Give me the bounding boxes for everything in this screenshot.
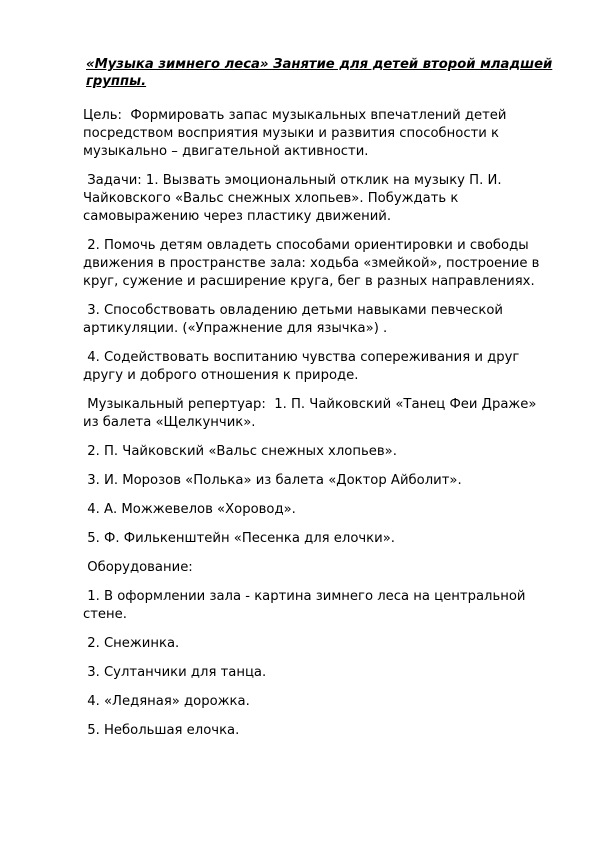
tasks-paragraph-4: 4. Содействовать воспитанию чувства сопереживания и друг другу и доброго отношения к природе. bbox=[83, 350, 524, 383]
repertoire-paragraph-2: 2. П. Чайковский «Вальс снежных хлопьев». bbox=[83, 444, 397, 459]
repertoire-paragraph-1: Музыкальный репертуар: 1. П. Чайковский «Танец Феи Драже» из балета «Щелкунчик». bbox=[83, 397, 541, 430]
equipment-heading: Оборудование: bbox=[83, 560, 193, 575]
equipment-item-4: 4. «Ледяная» дорожка. bbox=[83, 694, 250, 709]
equipment-item-5: 5. Небольшая елочка. bbox=[83, 723, 240, 738]
equipment-item-2: 2. Снежинка. bbox=[83, 636, 180, 651]
document-page bbox=[83, 56, 553, 751]
equipment-item-1: 1. В оформлении зала - картина зимнего леса на центральной стене. bbox=[83, 589, 530, 622]
document-title: «Музыка зимнего леса» Занятие для детей второй младшей группы. bbox=[86, 57, 553, 89]
goal-paragraph: Цель: Формировать запас музыкальных впечатлений детей посредством восприятия музыки и развития способности к музыкально – двигательной активности. bbox=[83, 108, 511, 159]
equipment-item-3: 3. Султанчики для танца. bbox=[83, 665, 267, 680]
repertoire-paragraph-4: 4. А. Можжевелов «Хоровод». bbox=[83, 502, 296, 517]
tasks-paragraph-2: 2. Помочь детям овладеть способами ориентировки и свободы движения в пространстве зала: ходьба «змейкой», построение в круг, сужение и расширение круга, бег в разных направлениях. bbox=[83, 238, 544, 289]
tasks-paragraph-1: Задачи: 1. Вызвать эмоциональный отклик на музыку П. И. Чайковского «Вальс снежных хлопьев». Побуждать к самовыражению через пластику движений. bbox=[83, 173, 506, 224]
repertoire-paragraph-3: 3. И. Морозов «Полька» из балета «Доктор Айболит». bbox=[83, 473, 462, 488]
repertoire-paragraph-5: 5. Ф. Филькенштейн «Песенка для елочки». bbox=[83, 531, 395, 546]
tasks-paragraph-3: 3. Способствовать овладению детьми навыками певческой артикуляции. («Упражнение для язычка») . bbox=[83, 303, 508, 336]
